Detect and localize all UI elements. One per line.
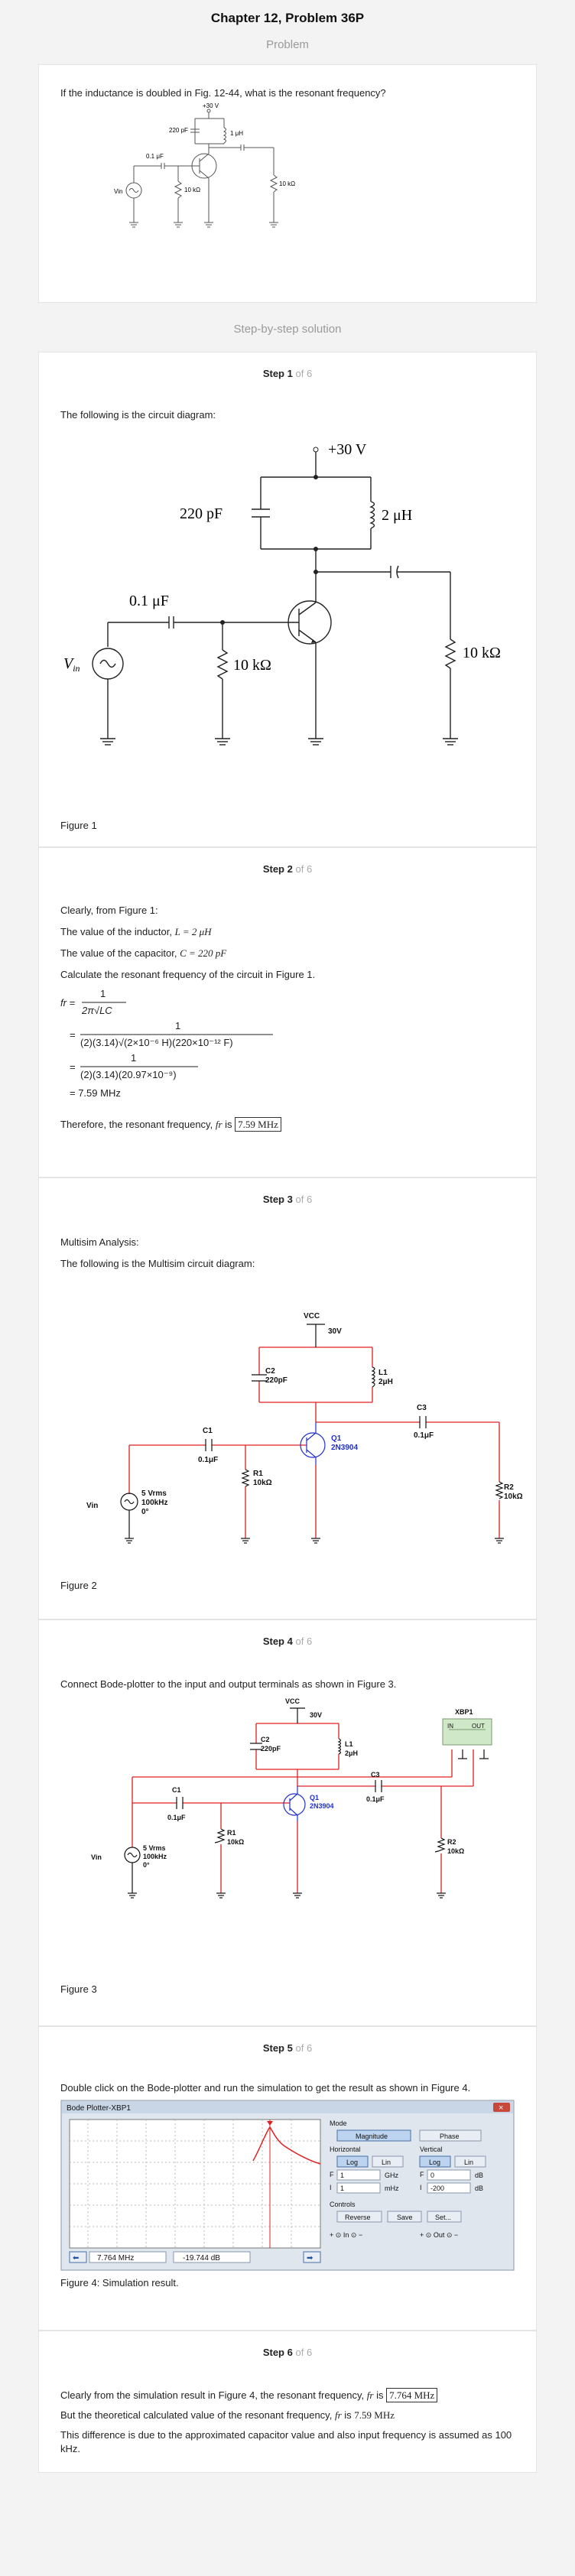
step-3-card: [38, 1178, 537, 1619]
fig2-src-phase: 0°: [141, 1508, 149, 1516]
fig2-src-amplitude: 5 Vrms: [141, 1489, 167, 1498]
v-initial-value: -200: [430, 2185, 445, 2192]
formula-3-equals: =: [70, 1061, 76, 1073]
r1-label: 10 kΩ: [184, 187, 201, 193]
out-terminal[interactable]: + ⊙ Out ⊙ −: [420, 2231, 459, 2239]
h-final-unit: GHz: [385, 2172, 398, 2179]
h-initial-value: 1: [340, 2185, 345, 2192]
formula-3-numerator: 1: [131, 1052, 137, 1064]
fig3-r1: R1: [227, 1829, 236, 1837]
save-button-label: Save: [397, 2214, 413, 2221]
fig3-c3-value: 0.1μF: [366, 1795, 385, 1803]
r2-label: 10 kΩ: [279, 180, 296, 187]
fig3-r1-value: 10kΩ: [227, 1838, 245, 1846]
figure-1-circuit: [60, 425, 516, 823]
fig1-vcc-label: +30 V: [328, 441, 367, 458]
step-2-formula: [60, 988, 382, 1118]
step-4-title: Step 4 of 6: [262, 1636, 313, 1647]
vertical-log-label: Log: [429, 2159, 441, 2166]
step-2-intro: Clearly, from Figure 1:: [60, 905, 158, 916]
fig3-l1: L1: [345, 1740, 353, 1748]
problem-card: [38, 64, 537, 303]
step-5-card: [38, 2026, 537, 2331]
figure-3-bode-connection: [60, 1697, 516, 1988]
v-final-unit: dB: [475, 2172, 484, 2179]
figure-2-multisim: [60, 1274, 523, 1580]
formula-lhs: fr =: [60, 997, 76, 1009]
h-final-value: 1: [340, 2172, 345, 2179]
fig3-xbp1: XBP1: [455, 1708, 473, 1716]
fig2-c2-value: 220pF: [265, 1376, 288, 1385]
fig3-src-phase: 0°: [143, 1861, 150, 1869]
in-terminal[interactable]: + ⊙ In ⊙ −: [330, 2231, 363, 2239]
formula-2-denominator: (2)(3.14)√(2×10⁻⁶ H)(220×10⁻¹² F): [80, 1037, 233, 1048]
fig3-q1: Q1: [310, 1794, 320, 1801]
formula-2-equals: =: [70, 1029, 76, 1041]
arrow-left-icon: ⬅: [73, 2254, 80, 2263]
page-title: Chapter 12, Problem 36P: [210, 11, 365, 25]
fig3-bode-in: IN: [447, 1723, 453, 1730]
step-2-capacitor-line: The value of the capacitor, C = 220 pF: [60, 947, 227, 959]
h-initial-label: I: [330, 2184, 332, 2191]
formula-1-denominator: 2π√LC: [82, 1005, 112, 1016]
bode-controls-label: Controls: [330, 2201, 356, 2208]
fig3-c2-value: 220pF: [261, 1745, 281, 1753]
problem-label: Problem: [266, 38, 309, 51]
bode-window-title: Bode Plotter-XBP1: [67, 2104, 131, 2113]
h-initial-unit: mHz: [385, 2185, 399, 2192]
horizontal-log-label: Log: [346, 2159, 359, 2166]
bode-frequency-readout: 7.764 MHz: [97, 2254, 135, 2263]
step-1-card: [38, 352, 537, 847]
solution-label: Step-by-step solution: [233, 323, 342, 336]
formula-result: = 7.59 MHz: [70, 1087, 121, 1099]
v-initial-unit: dB: [475, 2185, 484, 2192]
fig3-c1-value: 0.1μF: [167, 1814, 186, 1821]
fig3-vin: Vin: [91, 1853, 102, 1861]
step-4-text: Connect Bode-plotter to the input and output terminals as shown in Figure 3.: [60, 1678, 397, 1690]
fig3-src-frequency: 100kHz: [143, 1853, 167, 1860]
fig3-vcc: VCC: [285, 1697, 300, 1705]
problem-circuit-figure: [71, 102, 308, 285]
step-1-text: The following is the circuit diagram:: [60, 409, 216, 421]
bode-mode-label: Mode: [330, 2120, 347, 2127]
fig3-c1: C1: [172, 1786, 181, 1794]
bode-plot-area[interactable]: [70, 2120, 320, 2248]
fig3-30v: 30V: [310, 1711, 323, 1719]
fig2-30v: 30V: [328, 1327, 342, 1336]
h-final-label: F: [330, 2171, 334, 2178]
step-2-inductor-line: The value of the inductor, L = 2 μH: [60, 926, 212, 937]
fig3-c3: C3: [371, 1771, 380, 1779]
step-1-title: Step 1 of 6: [262, 368, 313, 379]
step-3-title: Step 3 of 6: [262, 1194, 313, 1205]
fig2-l1: L1: [378, 1369, 388, 1377]
fig2-l1-value: 2μH: [378, 1378, 393, 1386]
fig2-c1: C1: [203, 1427, 213, 1435]
inductor-label: 1 μH: [230, 130, 244, 137]
vertical-lin-label: Lin: [464, 2159, 474, 2166]
v-initial-label: I: [420, 2184, 422, 2191]
fig2-r1-value: 10kΩ: [253, 1479, 272, 1487]
fig1-capacitor-label: 220 pF: [180, 505, 223, 522]
step-2-title: Step 2 of 6: [262, 863, 313, 875]
bode-db-readout: -19.744 dB: [183, 2254, 220, 2263]
fig2-c3: C3: [417, 1404, 427, 1412]
step-6-answer-box: 7.764 MHz: [386, 2388, 437, 2402]
fig3-bode-out: OUT: [472, 1723, 485, 1730]
fig2-r2: R2: [504, 1483, 514, 1492]
formula-2-numerator: 1: [175, 1020, 181, 1031]
magnitude-button-label: Magnitude: [356, 2133, 388, 2140]
capacitor-label: 220 pF: [169, 127, 188, 134]
fig2-q1: Q1: [331, 1434, 342, 1443]
step-6-title: Step 6 of 6: [262, 2347, 313, 2358]
fig3-l1-value: 2μH: [345, 1749, 359, 1757]
fig3-q1-value: 2N3904: [310, 1802, 334, 1810]
vin-label: Vin: [114, 188, 123, 195]
fig2-c3-value: 0.1μF: [414, 1431, 434, 1440]
figure-4-caption: Figure 4: Simulation result.: [60, 2277, 179, 2289]
formula-1-numerator: 1: [100, 988, 106, 999]
step-3-text2: The following is the Multisim circuit diagram:: [60, 1258, 255, 1269]
fig1-input-capacitor-label: 0.1 μF: [129, 593, 169, 609]
figure-2-caption: Figure 2: [60, 1580, 97, 1591]
fig2-r2-value: 10kΩ: [504, 1493, 523, 1501]
fig3-c2: C2: [261, 1736, 270, 1743]
step-5-title: Step 5 of 6: [262, 2042, 313, 2054]
formula-3-denominator: (2)(3.14)(20.97×10⁻⁹): [80, 1069, 177, 1080]
figure-4-bode-window: [60, 2100, 516, 2271]
vcc-label: +30 V: [203, 102, 219, 109]
fig2-vcc: VCC: [304, 1312, 320, 1320]
figure-3-caption: Figure 3: [60, 1983, 97, 1995]
fig3-r2-value: 10kΩ: [447, 1847, 465, 1855]
horizontal-lin-label: Lin: [382, 2159, 391, 2166]
close-icon: ×: [499, 2103, 504, 2113]
step-2-answer-box: 7.59 MHz: [235, 1117, 281, 1132]
fig2-c1-value: 0.1μF: [198, 1456, 219, 1464]
step-4-card: [38, 1619, 537, 2026]
set-button-label: Set...: [435, 2214, 452, 2221]
v-final-label: F: [420, 2171, 424, 2178]
step-6-line2: But the theoretical calculated value of the resonant frequency, fr is 7.59 MHz: [60, 2409, 395, 2421]
fig1-inductor-label: 2 μH: [382, 507, 413, 524]
v-final-value: 0: [430, 2172, 435, 2179]
reverse-button-label: Reverse: [345, 2214, 371, 2221]
step-3-text1: Multisim Analysis:: [60, 1236, 139, 1248]
step-5-text: Double click on the Bode-plotter and run the simulation to get the result as shown in Figure 4.: [60, 2082, 471, 2094]
problem-question: If the inductance is doubled in Fig. 12-44, what is the resonant frequency?: [60, 87, 386, 99]
phase-button-label: Phase: [440, 2133, 460, 2140]
step-6-line3: This difference is due to the approximated capacitor value and also input frequency is assumed as 100 kHz.: [60, 2429, 512, 2454]
arrow-right-icon: ➡: [307, 2254, 313, 2263]
step-2-conclusion: Therefore, the resonant frequency, fr is 7.59 MHz: [60, 1118, 515, 1132]
fig2-q1-value: 2N3904: [331, 1444, 359, 1452]
bode-horizontal-label: Horizontal: [330, 2146, 361, 2153]
step-6-line1: Clearly from the simulation result in Figure 4, the resonant frequency, fr is 7.764 MHz: [60, 2389, 515, 2402]
fig2-r1: R1: [253, 1470, 263, 1478]
step-2-calc-line: Calculate the resonant frequency of the circuit in Figure 1.: [60, 969, 316, 980]
input-capacitor-label: 0.1 μF: [146, 153, 164, 160]
fig2-vin: Vin: [86, 1502, 99, 1510]
fig3-src-amplitude: 5 Vrms: [143, 1844, 166, 1852]
fig1-r2-label: 10 kΩ: [463, 645, 501, 661]
step-2-card: [38, 847, 537, 1178]
step-6-card: [38, 2331, 537, 2473]
fig2-c2: C2: [265, 1367, 275, 1376]
fig1-r1-label: 10 kΩ: [233, 657, 271, 674]
bode-vertical-label: Vertical: [420, 2146, 443, 2153]
fig3-r2: R2: [447, 1838, 456, 1846]
fig2-src-frequency: 100kHz: [141, 1499, 168, 1507]
figure-1-caption: Figure 1: [60, 820, 97, 831]
fig1-vin-label: $V_{in}$: [63, 655, 80, 674]
